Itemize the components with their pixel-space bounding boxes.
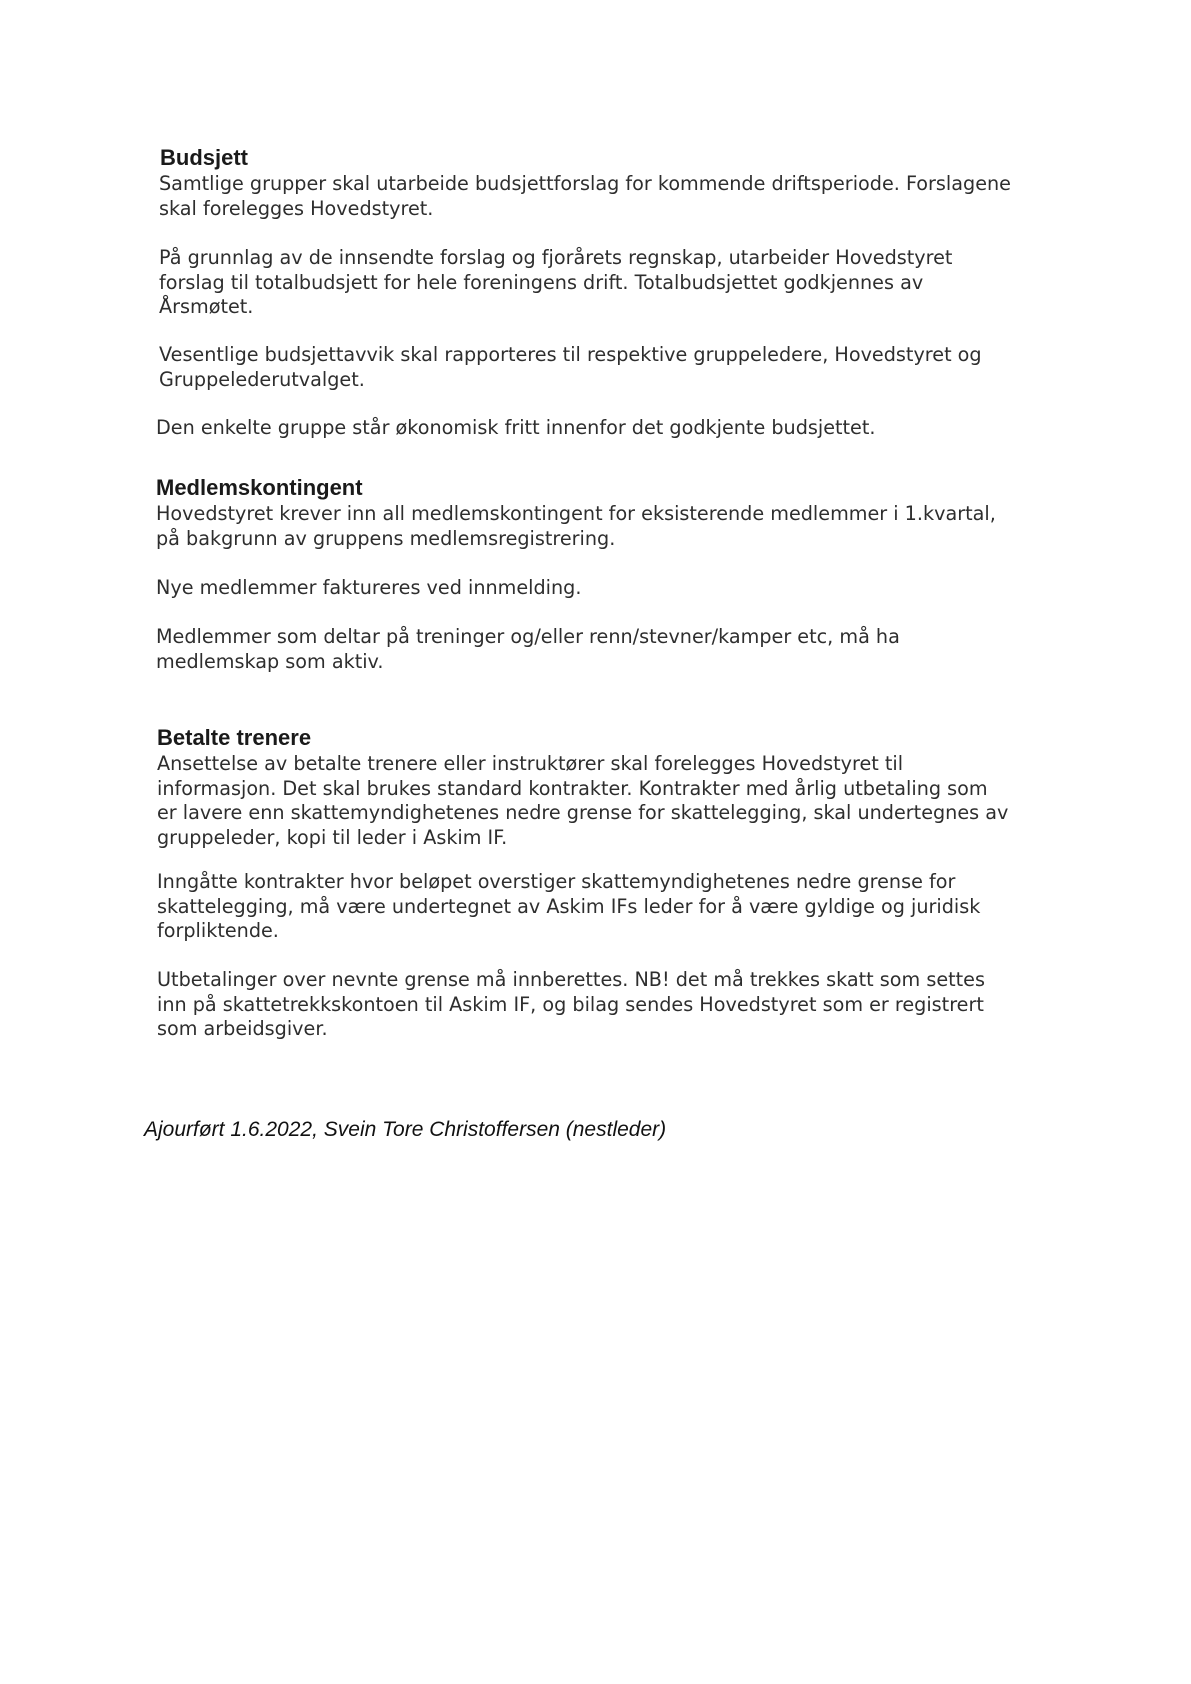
heading-betalte-trenere: Betalte trenere: [157, 725, 312, 750]
paragraph: Samtlige grupper skal utarbeide budsjettforslag for kommende driftsperiode. Forslagene skal forelegges Hovedstyret.: [159, 172, 1011, 220]
paragraph: Ansettelse av betalte trenere eller instruktører skal forelegges Hovedstyret til informasjon. Det skal brukes standard kontrakter. Kontrakter med årlig utbetaling som er lavere enn skattemyndighetenes nedre grense for skattelegging, skal undertegnes av gruppeleder, kopi til leder i Askim IF.: [157, 752, 1009, 849]
paragraph: Vesentlige budsjettavvik skal rapporteres til respektive gruppeledere, Hovedstyret og Gruppelederutvalget.: [159, 343, 982, 391]
footer-updated-note: Ajourført 1.6.2022, Svein Tore Christoffersen (nestleder): [144, 1118, 667, 1141]
heading-medlemskontingent: Medlemskontingent: [156, 475, 363, 500]
paragraph: Nye medlemmer faktureres ved innmelding.: [156, 576, 582, 599]
paragraph: Hovedstyret krever inn all medlemskontingent for eksisterende medlemmer i 1.kvartal, på bakgrunn av gruppens medlemsregistrering.: [156, 502, 996, 550]
heading-budsjett: Budsjett: [160, 145, 248, 170]
paragraph: Utbetalinger over nevnte grense må innberettes. NB! det må trekkes skatt som settes inn på skattetrekkskontoen til Askim IF, og bilag sendes Hovedstyret som er registrert som arbeidsgiver.: [157, 968, 985, 1040]
paragraph: På grunnlag av de innsendte forslag og fjorårets regnskap, utarbeider Hovedstyret forslag til totalbudsjett for hele foreningens drift. Totalbudsjettet godkjennes av Årsmøtet.: [159, 246, 953, 318]
paragraph: Medlemmer som deltar på treninger og/eller renn/stevner/kamper etc, må ha medlemskap som aktiv.: [156, 625, 900, 673]
paragraph: Den enkelte gruppe står økonomisk fritt innenfor det godkjente budsjettet.: [156, 416, 876, 439]
paragraph: Inngåtte kontrakter hvor beløpet overstiger skattemyndighetenes nedre grense for skattelegging, må være undertegnet av Askim IFs leder for å være gyldige og juridisk forpliktende.: [157, 870, 981, 942]
